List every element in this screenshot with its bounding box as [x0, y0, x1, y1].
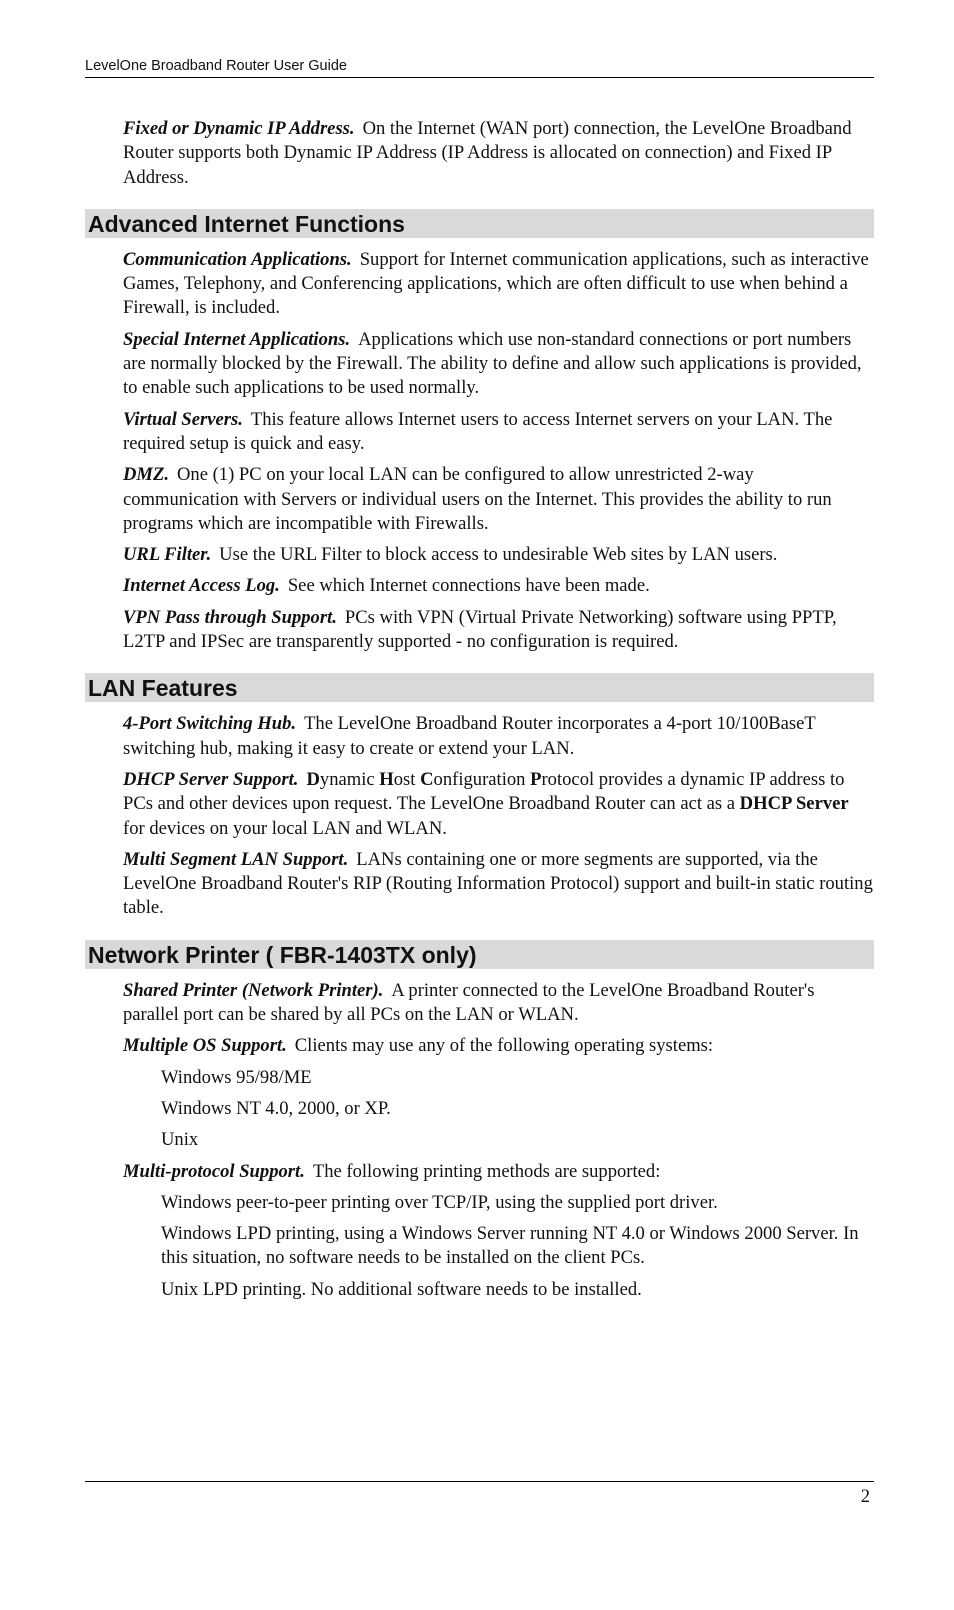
- feature-fixed-dynamic-ip: [123, 117, 874, 190]
- feature-term: URL Filter.: [123, 544, 212, 566]
- acronym-letter: H: [379, 768, 394, 790]
- page-number: 2: [860, 1486, 870, 1507]
- feature-term: Special Internet Applications.: [123, 328, 351, 350]
- feature-text: Clients may use any of the following operating systems:: [294, 1035, 714, 1057]
- feature-switching-hub: [123, 712, 874, 761]
- feature-internet-access-log: [123, 574, 874, 598]
- feature-text: ynamic: [319, 768, 380, 790]
- feature-shared-printer: [123, 979, 874, 1028]
- section-heading-printer: Network Printer ( FBR-1403TX only): [85, 940, 874, 969]
- feature-term: Internet Access Log.: [123, 575, 280, 597]
- section-heading-advanced: Advanced Internet Functions: [85, 209, 874, 238]
- os-list-item: Unix: [161, 1129, 199, 1151]
- running-header: LevelOne Broadband Router User Guide: [85, 58, 874, 78]
- feature-text: The following printing methods are supported:: [312, 1160, 661, 1182]
- feature-multi-segment-lan: [123, 848, 874, 921]
- acronym-letter: P: [530, 768, 542, 790]
- protocol-list-item: Windows peer-to-peer printing over TCP/IP, using the supplied port driver.: [161, 1191, 718, 1213]
- feature-term: Shared Printer (Network Printer).: [123, 979, 384, 1001]
- feature-term: Multi-protocol Support.: [123, 1160, 305, 1182]
- feature-text: On the Internet (WAN port) connection, the LevelOne Broadband Router supports both Dynamic IP Address (IP Address is allocated on connection) and Fixed IP Address.: [123, 118, 852, 188]
- feature-multi-protocol: [123, 1160, 874, 1184]
- feature-term: VPN Pass through Support.: [123, 606, 337, 628]
- feature-url-filter: [123, 543, 874, 567]
- feature-dhcp-server: [123, 768, 874, 841]
- feature-text: See which Internet connections have been made.: [287, 575, 650, 597]
- feature-vpn-pass-through: [123, 606, 874, 655]
- dhcp-server-bold: DHCP Server: [739, 793, 849, 815]
- feature-term: Multiple OS Support.: [123, 1035, 287, 1057]
- feature-text: LANs containing one or more segments are supported, via the LevelOne Broadband Router's RIP (Routing Information Protocol) support and built-in static routing table.: [123, 848, 873, 919]
- acronym-letter: D: [306, 768, 320, 790]
- feature-term: Communication Applications.: [123, 248, 352, 270]
- feature-term: DHCP Server Support.: [123, 768, 299, 790]
- footer-rule: [85, 1481, 874, 1482]
- feature-text: ost: [393, 768, 421, 790]
- page-content: [85, 117, 874, 1309]
- feature-text: PCs with VPN (Virtual Private Networking) software using PPTP, L2TP and IPSec are transparently supported - no configuration is required.: [123, 606, 837, 653]
- feature-term: 4-Port Switching Hub.: [123, 713, 297, 735]
- feature-text: A printer connected to the LevelOne Broadband Router's parallel port can be shared by all PCs on the LAN or WLAN.: [123, 979, 815, 1026]
- protocol-list-item: Windows LPD printing, using a Windows Server running NT 4.0 or Windows 2000 Server. In this situation, no software needs to be installed on the client PCs.: [161, 1223, 859, 1269]
- section-heading-lan: LAN Features: [85, 673, 874, 702]
- feature-text: rotocol provides a dynamic IP address to PCs and other devices upon request. The LevelOne Broadband Router can act as a: [123, 768, 845, 815]
- os-list-item: Windows NT 4.0, 2000, or XP.: [161, 1097, 391, 1119]
- feature-multiple-os: [123, 1034, 874, 1058]
- feature-term: Fixed or Dynamic IP Address.: [123, 118, 355, 139]
- feature-virtual-servers: [123, 408, 874, 457]
- feature-communication-applications: [123, 248, 874, 321]
- feature-text: The LevelOne Broadband Router incorporates a 4-port 10/100BaseT switching hub, making it easy to create or extend your LAN.: [123, 713, 816, 759]
- feature-text: Applications which use non-standard connections or port numbers are normally blocked by the Firewall. The ability to define and allow such applications is provided, to enable such applications to be used normally.: [123, 328, 862, 399]
- feature-text: Support for Internet communication applications, such as interactive Games, Telephony, and Conferencing applications, which are often difficult to use when behind a Firewall, is included.: [123, 248, 869, 319]
- feature-text: One (1) PC on your local LAN can be configured to allow unrestricted 2-way communication with Servers or individual users on the Internet. This provides the ability to run programs which are incompatible with Firewalls.: [123, 464, 832, 534]
- feature-term: Virtual Servers.: [123, 408, 243, 430]
- feature-term: DMZ.: [123, 464, 169, 486]
- acronym-letter: C: [420, 768, 434, 790]
- feature-text: for devices on your local LAN and WLAN.: [123, 817, 447, 839]
- feature-text: This feature allows Internet users to access Internet servers on your LAN. The required setup is quick and easy.: [123, 408, 833, 454]
- feature-term: Multi Segment LAN Support.: [123, 848, 349, 870]
- feature-text: Use the URL Filter to block access to undesirable Web sites by LAN users.: [219, 544, 778, 566]
- os-list-item: Windows 95/98/ME: [161, 1066, 312, 1088]
- feature-text: onfiguration: [433, 768, 531, 790]
- feature-dmz: [123, 463, 874, 536]
- feature-special-internet-applications: [123, 328, 874, 401]
- protocol-list-item: Unix LPD printing. No additional software needs to be installed.: [161, 1278, 642, 1300]
